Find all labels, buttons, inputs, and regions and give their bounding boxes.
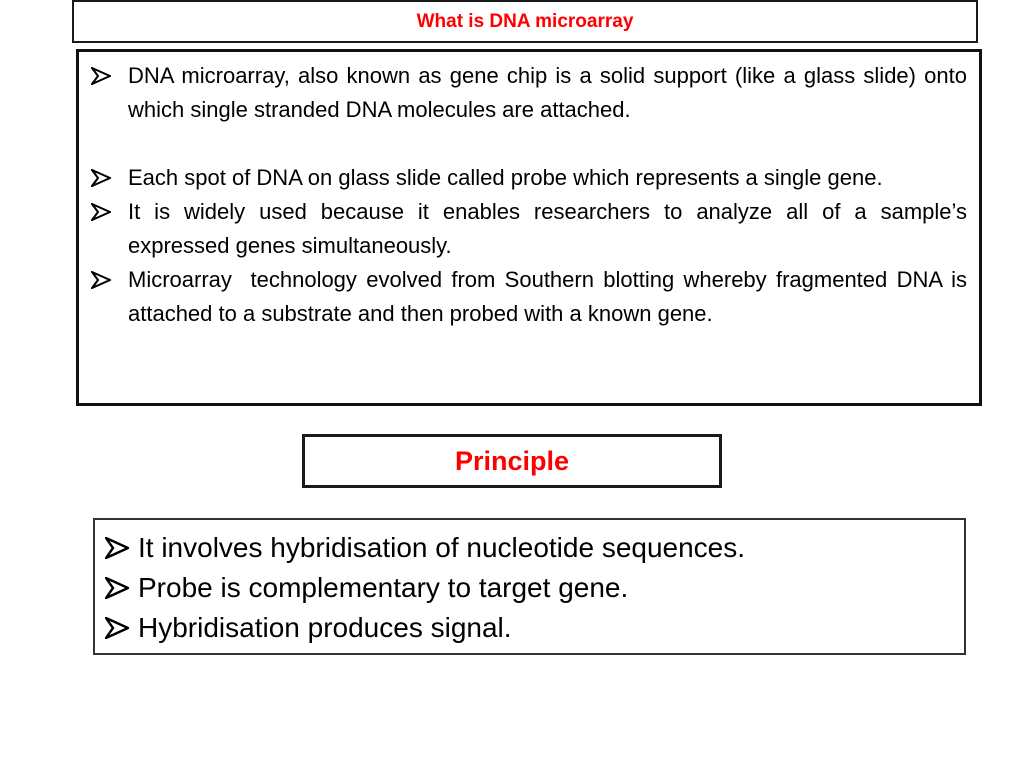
arrowhead-bullet-icon: [91, 59, 128, 85]
definition-bullet-text: DNA microarray, also known as gene chip is a solid support (like a glass slide) onto which single stranded DNA molecules are attached.: [128, 63, 967, 122]
page-title: What is DNA microarray: [416, 10, 634, 32]
arrowhead-bullet-icon: [105, 608, 138, 639]
definition-bullet: [91, 59, 967, 127]
definition-bullet: [91, 195, 967, 263]
principle-bullet: [105, 568, 964, 608]
definition-bullet-text: Microarray technology evolved from Southern blotting whereby fragmented DNA is attached to a substrate and then probed with a known gene.: [128, 267, 974, 326]
arrowhead-bullet-icon: [91, 161, 128, 187]
principle-list-box: [93, 518, 966, 655]
definition-bullet: [91, 263, 974, 331]
definition-bullet: [91, 161, 967, 195]
principle-heading: Principle: [454, 445, 570, 476]
arrowhead-bullet-icon: [91, 263, 128, 289]
principle-bullet: [105, 528, 964, 568]
principle-bullet: [105, 608, 964, 648]
spacer: [91, 127, 967, 161]
arrowhead-bullet-icon: [105, 528, 138, 559]
arrowhead-bullet-icon: [105, 568, 138, 599]
principle-bullet-text: Probe is complementary to target gene.: [138, 572, 629, 603]
principle-bullet-text: Hybridisation produces signal.: [138, 612, 512, 643]
definition-bullet-text: It is widely used because it enables researchers to analyze all of a sample’s expressed genes simultaneously.: [128, 199, 967, 258]
definition-bullet-text: Each spot of DNA on glass slide called probe which represents a single gene.: [128, 165, 883, 190]
principle-bullet-text: It involves hybridisation of nucleotide sequences.: [138, 532, 746, 563]
arrowhead-bullet-icon: [91, 195, 128, 221]
definition-box: [76, 49, 982, 406]
principle-heading-box: [302, 434, 722, 488]
title-box: [72, 0, 978, 43]
